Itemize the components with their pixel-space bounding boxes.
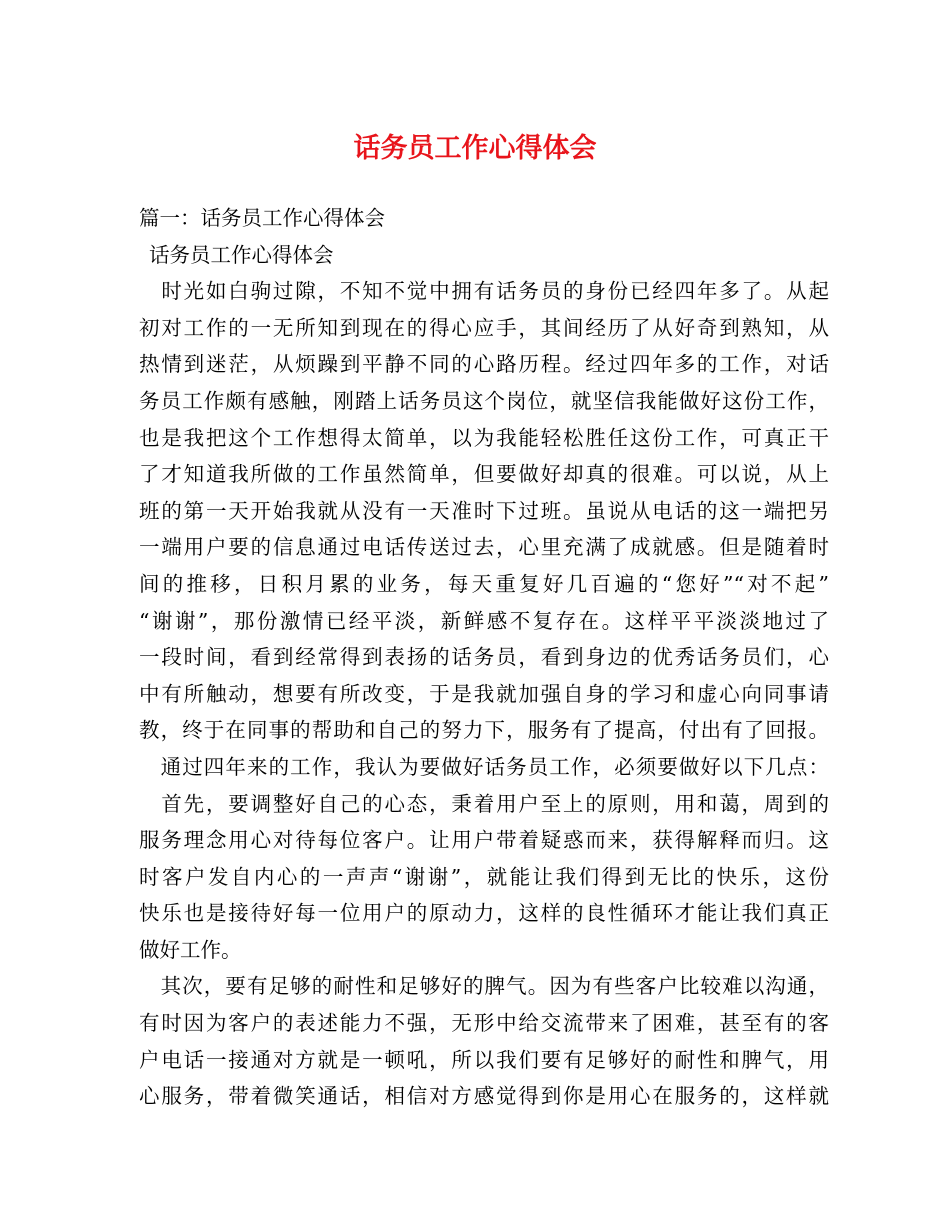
paragraph-line: 一段时间，看到经常得到表扬的话务员，看到身边的优秀话务员们，心 <box>139 645 829 670</box>
paragraph-line: 其次，要有足够的耐性和足够好的脾气。因为有些客户比较难以沟通， <box>139 974 829 999</box>
paragraph-line: 了才知道我所做的工作虽然简单，但要做好却真的很难。可以说，从上 <box>139 462 829 487</box>
paragraph-line: 中有所触动，想要有所改变，于是我就加强自身的学习和虚心向同事请 <box>139 681 829 706</box>
paragraph-line: “谢谢”，那份激情已经平淡，新鲜感不复存在。这样平平淡淡地过了 <box>139 608 829 633</box>
paragraph-line: 有时因为客户的表述能力不强，无形中给交流带来了困难，甚至有的客 <box>139 1011 829 1036</box>
paragraph-line: 一端用户要的信息通过电话传送过去，心里充满了成就感。但是随着时 <box>139 535 829 560</box>
sub-heading: 话务员工作心得体会 <box>149 242 334 267</box>
document-title: 话务员工作心得体会 <box>353 133 597 164</box>
paragraph-line: 通过四年来的工作，我认为要做好话务员工作，必须要做好以下几点： <box>139 754 829 779</box>
paragraph-line: 心服务，带着微笑通话，相信对方感觉得到你是用心在服务的，这样就 <box>139 1084 829 1109</box>
paragraph-line: 首先，要调整好自己的心态，秉着用户至上的原则，用和蔼，周到的 <box>139 791 829 816</box>
paragraph-line: 做好工作。 <box>139 937 242 962</box>
paragraph-line: 班的第一天开始我就从没有一天准时下过班。虽说从电话的这一端把另 <box>139 498 829 523</box>
paragraph-line: 户电话一接通对方就是一顿吼，所以我们要有足够好的耐性和脾气，用 <box>139 1047 829 1072</box>
document-body <box>139 200 829 1115</box>
paragraph-line: 服务理念用心对待每位客户。让用户带着疑惑而来，获得解释而归。这 <box>139 828 829 853</box>
paragraph-line: 时光如白驹过隙，不知不觉中拥有话务员的身份已经四年多了。从起 <box>139 279 829 304</box>
paragraph-line: 初对工作的一无所知到现在的得心应手，其间经历了从好奇到熟知，从 <box>139 315 829 340</box>
paragraph-line: 热情到迷茫，从烦躁到平静不同的心路历程。经过四年多的工作，对话 <box>139 352 829 377</box>
paragraph-line: 务员工作颇有感触，刚踏上话务员这个岗位，就坚信我能做好这份工作， <box>139 388 829 413</box>
paragraph-line: 快乐也是接待好每一位用户的原动力，这样的良性循环才能让我们真正 <box>139 901 829 926</box>
section-heading: 篇一：话务员工作心得体会 <box>139 206 385 230</box>
paragraph-line: 间的推移，日积月累的业务，每天重复好几百遍的“您好”“对不起” <box>139 571 829 596</box>
paragraph-line: 教，终于在同事的帮助和自己的努力下，服务有了提高，付出有了回报。 <box>139 718 829 743</box>
paragraph-line: 也是我把这个工作想得太简单，以为我能轻松胜任这份工作，可真正干 <box>139 425 829 450</box>
paragraph-line: 时客户发自内心的一声声“谢谢”，就能让我们得到无比的快乐，这份 <box>139 864 829 889</box>
